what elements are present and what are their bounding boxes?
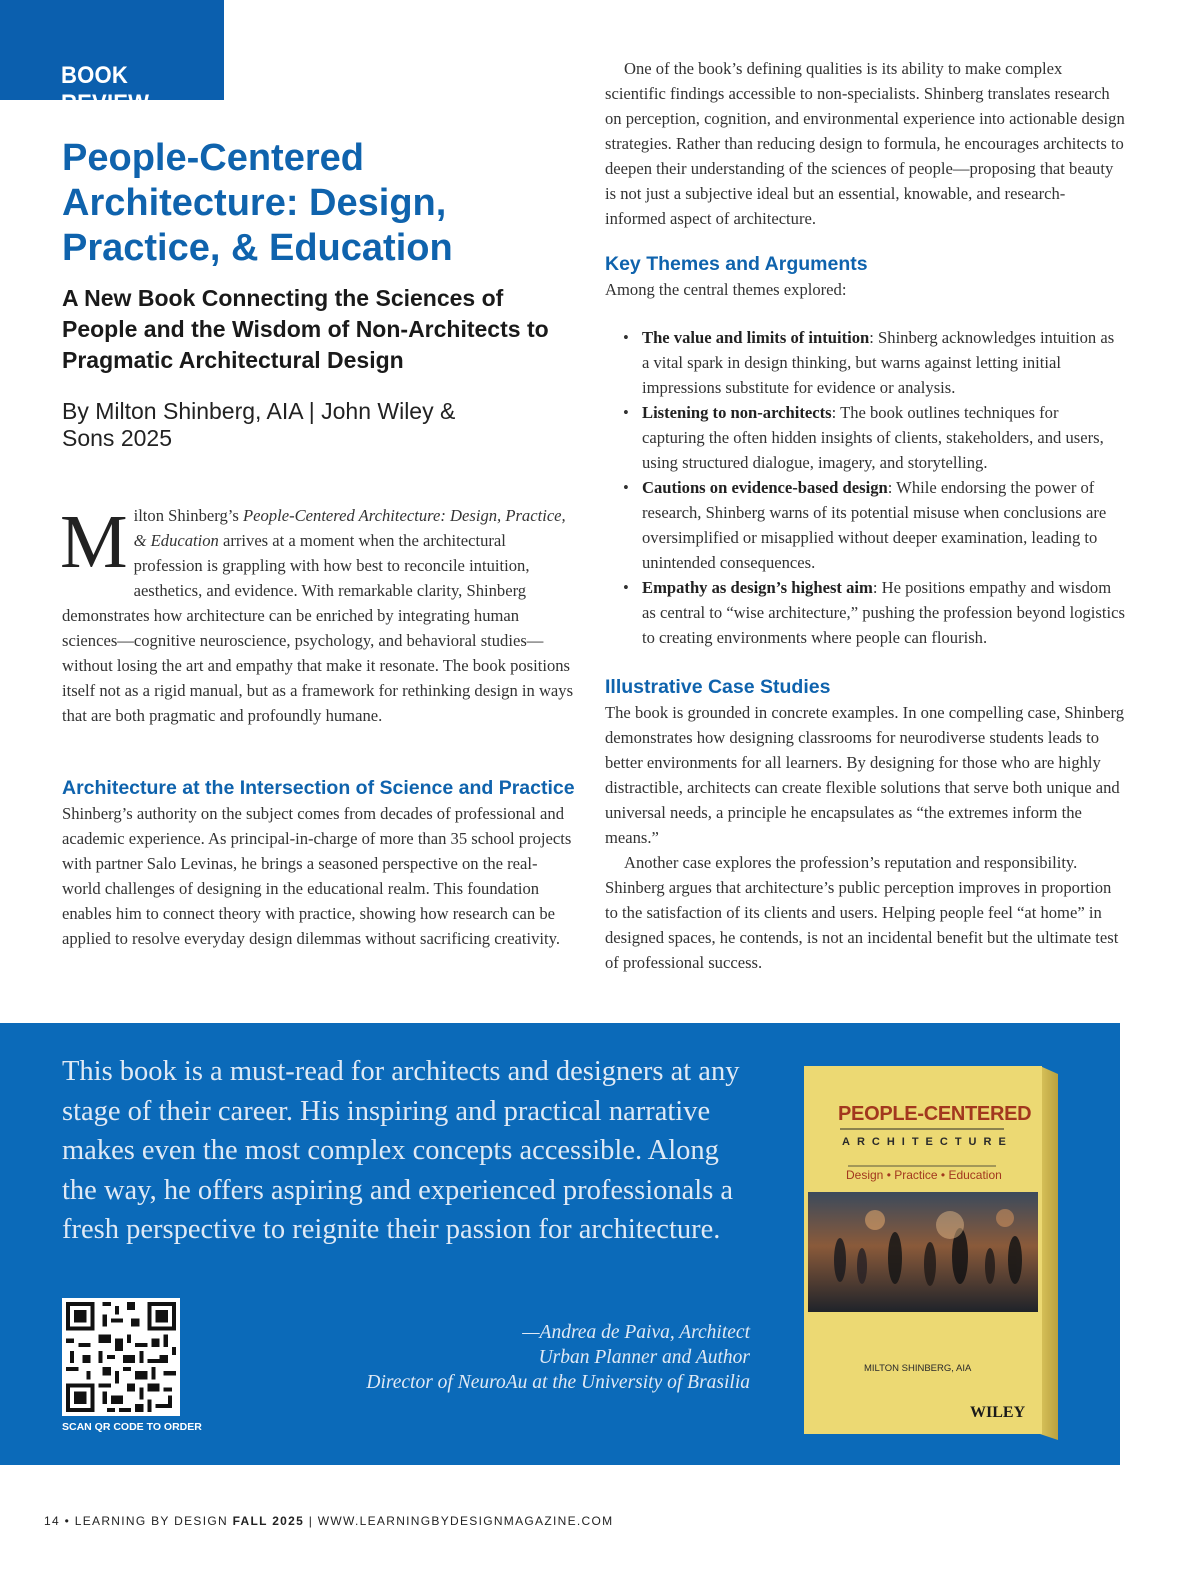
- key-themes-list: [623, 325, 1125, 650]
- section-intersection: [62, 776, 576, 951]
- section-tag-label: BOOK REVIEW: [61, 62, 150, 117]
- bullet-icon: •: [623, 403, 629, 422]
- list-item: [623, 475, 1125, 575]
- footer-divider: |: [304, 1514, 318, 1528]
- drop-cap: M: [60, 500, 128, 584]
- list-item-text: : While endorsing the power of research, Shinberg warns of its potential misuse when conclusions are oversimplified or misapplied without deeper examination, leading to unintended consequences.: [642, 478, 1107, 572]
- list-item-bold: Cautions on evidence-based design: [642, 478, 888, 497]
- byline: By Milton Shinberg, AIA | John Wiley & Sons 2025: [62, 398, 456, 451]
- key-themes-lead: Among the central themes explored:: [605, 280, 847, 299]
- footer-separator: •: [59, 1514, 75, 1528]
- cover-subtitle: Design • Practice • Education: [846, 1168, 1002, 1182]
- header-block: [62, 136, 582, 452]
- issue-name: FALL 2025: [232, 1514, 305, 1528]
- list-item: [623, 575, 1125, 650]
- intro-rest: arrives at a moment when the architectural profession is grappling with how best to reconcile intuition, aesthetics, and evidence. With remarkable clarity, Shinberg demonstrates how architecture can be enriched by integrating human sciences—cognitive neuroscience, psychology, and behavioral studies—without losing the art and empathy that make it resonate. The book positions itself not as a rigid manual, but as a framework for rethinking design in ways that are both pragmatic and profoundly humane.: [62, 531, 574, 725]
- list-item-text: : The book outlines techniques for capturing the often hidden insights of clients, stakeholders, and users, using structured dialogue, imagery, and storytelling.: [642, 403, 1104, 472]
- attribution-line: Urban Planner and Author: [538, 1347, 750, 1368]
- magazine-name: LEARNING BY DESIGN: [74, 1514, 233, 1528]
- intro-paragraph: [60, 500, 576, 728]
- case-studies-paragraph: The book is grounded in concrete examples. In one compelling case, Shinberg demonstrates how designing classrooms for neurodiverse students leads to better environments for all learners. By designing for those who are highly distractible, architects can create flexible solutions that serve both unique and universal needs, a principle he encapsulates as “the extremes inform the means.”: [605, 703, 1125, 847]
- list-item-bold: Empathy as design’s highest aim: [642, 578, 873, 597]
- bullet-icon: •: [623, 328, 629, 347]
- section-paragraph: Shinberg’s authority on the subject comes from decades of professional and academic experience. As principal-in-charge of more than 35 school projects with partner Salo Levinas, he brings a seasoned perspective on the real-world challenges of designing in the educational realm. This foundation enables him to connect theory with practice, showing how research can be applied to resolve everyday design dilemmas without sacrificing creativity.: [62, 804, 572, 948]
- case-studies-heading: Illustrative Case Studies: [605, 676, 831, 698]
- list-item-bold: Listening to non-architects: [642, 403, 832, 422]
- right-column: [605, 56, 1125, 975]
- cover-title: PEOPLE-CENTERED: [838, 1103, 1032, 1125]
- page-number: 14: [44, 1514, 60, 1528]
- quote-attribution: [250, 1320, 750, 1395]
- cover-publisher: WILEY: [970, 1404, 1026, 1421]
- list-item-text: : Shinberg acknowledges intuition as a vital spark in design thinking, but warns against letting initial impressions substitute for evidence or analysis.: [642, 328, 1115, 397]
- section-heading: Architecture at the Intersection of Science and Practice: [62, 777, 575, 799]
- list-item: [623, 325, 1125, 400]
- cover-title-2: ARCHITECTURE: [842, 1136, 1013, 1148]
- bullet-icon: •: [623, 578, 629, 597]
- page-title: People-Centered Architecture: Design, Practice, & Education: [62, 137, 453, 269]
- list-item: [623, 400, 1125, 475]
- pull-quote: This book is a must-read for architects and designers at any stage of their career. His inspiring and practical narrative makes even the most complex concepts accessible. Along the way, he offers aspiring and experienced professionals a fresh perspective to reignite their passion for architecture.: [62, 1056, 740, 1245]
- section-tag: [0, 0, 224, 117]
- page-footer: [44, 1514, 613, 1528]
- attribution-line: —Andrea de Paiva, Architect: [522, 1322, 750, 1343]
- cover-author: MILTON SHINBERG, AIA: [864, 1363, 972, 1374]
- bullet-icon: •: [623, 478, 629, 497]
- page-subtitle: A New Book Connecting the Sciences of People and the Wisdom of Non-Architects to Pragmatic Architectural Design: [62, 285, 549, 373]
- attribution-line: Director of NeuroAu at the University of Brasilia: [366, 1372, 750, 1393]
- magazine-url[interactable]: WWW.LEARNINGBYDESIGNMAGAZINE.COM: [317, 1514, 614, 1528]
- right-intro-paragraph: One of the book’s defining qualities is its ability to make complex scientific findings accessible to non-specialists. Shinberg translates research on perception, cognition, and environmental experience into actionable design strategies. Rather than reducing design to formula, he encourages architects to deepen their understanding of the sciences of people—proposing that beauty is not just a subjective ideal but an essential, knowable, and research-informed aspect of architecture.: [605, 59, 1125, 228]
- key-themes-heading: Key Themes and Arguments: [605, 253, 868, 275]
- qr-label: SCAN QR CODE TO ORDER: [62, 1421, 202, 1433]
- list-item-text: : He positions empathy and wisdom as central to “wise architecture,” pushing the profession beyond logistics to creating environments where people can flourish.: [642, 578, 1125, 647]
- list-item-bold: The value and limits of intuition: [642, 328, 870, 347]
- qr-code[interactable]: [62, 1298, 180, 1416]
- case-studies-paragraph-2: Another case explores the profession’s reputation and responsibility. Shinberg argues that architecture’s public perception improves in proportion to the satisfaction of its clients and users. Helping people feel “at home” in designed spaces, he contends, is not an incidental benefit but the ultimate test of professional success.: [605, 853, 1119, 972]
- intro-lead: ilton Shinberg’s: [133, 506, 243, 525]
- intro-book-title: People-Centered Architecture: Design, Practice, & Education: [133, 506, 566, 550]
